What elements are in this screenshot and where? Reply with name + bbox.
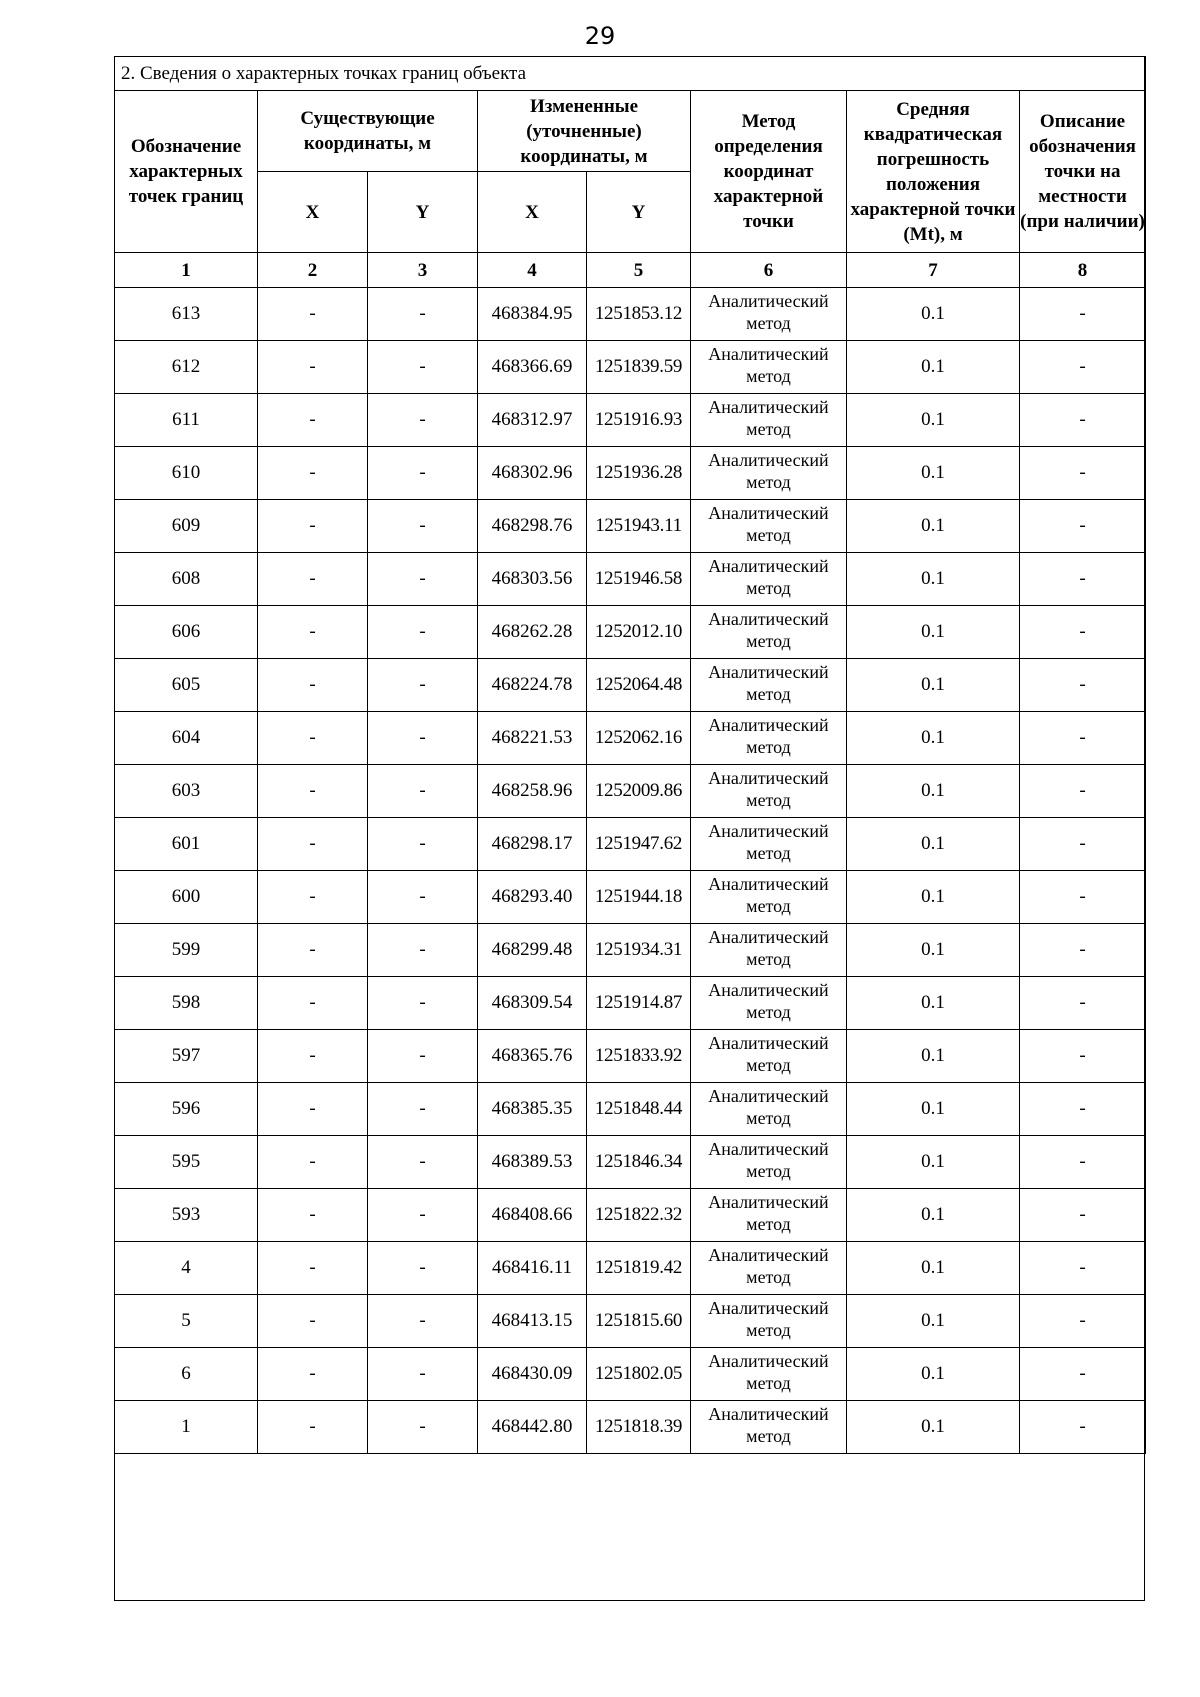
existing-x-cell: - [258,659,368,712]
existing-x-cell: - [258,1348,368,1401]
point-designation-cell: 596 [115,1083,258,1136]
existing-y-cell: - [368,659,478,712]
point-designation-cell: 610 [115,447,258,500]
existing-y-cell: - [368,765,478,818]
existing-y-cell: - [368,341,478,394]
error-cell: 0.1 [847,659,1020,712]
description-cell: - [1020,977,1146,1030]
error-cell: 0.1 [847,1401,1020,1454]
existing-x-cell: - [258,553,368,606]
changed-y-cell: 1251914.87 [587,977,691,1030]
description-cell: - [1020,1030,1146,1083]
section-title: 2. Сведения о характерных точках границ объекта [115,57,1146,91]
changed-y-cell: 1251944.18 [587,871,691,924]
error-cell: 0.1 [847,924,1020,977]
table-row [115,977,1146,1030]
error-cell: 0.1 [847,765,1020,818]
existing-y-cell: - [368,1401,478,1454]
coordinates-table [114,56,1146,1454]
header-changed-coordinates: Измененные (уточненные) координаты, м [478,91,691,172]
changed-x-cell: 468430.09 [478,1348,587,1401]
method-cell: Аналитический метод [691,977,847,1030]
existing-x-cell: - [258,1295,368,1348]
description-cell: - [1020,712,1146,765]
existing-y-cell: - [368,394,478,447]
existing-y-cell: - [368,871,478,924]
changed-x-cell: 468262.28 [478,606,587,659]
table-row [115,606,1146,659]
point-designation-cell: 611 [115,394,258,447]
existing-x-cell: - [258,1030,368,1083]
table-row [115,712,1146,765]
point-designation-cell: 597 [115,1030,258,1083]
column-number: 1 [115,253,258,288]
changed-y-cell: 1251839.59 [587,341,691,394]
changed-x-cell: 468302.96 [478,447,587,500]
method-cell: Аналитический метод [691,1030,847,1083]
changed-y-cell: 1251802.05 [587,1348,691,1401]
description-cell: - [1020,553,1146,606]
existing-x-cell: - [258,394,368,447]
existing-x-cell: - [258,500,368,553]
error-cell: 0.1 [847,288,1020,341]
method-cell: Аналитический метод [691,394,847,447]
method-cell: Аналитический метод [691,818,847,871]
method-cell: Аналитический метод [691,500,847,553]
existing-y-cell: - [368,1083,478,1136]
description-cell: - [1020,1348,1146,1401]
changed-y-cell: 1252012.10 [587,606,691,659]
error-cell: 0.1 [847,1242,1020,1295]
column-number: 6 [691,253,847,288]
column-number: 8 [1020,253,1146,288]
existing-x-cell: - [258,818,368,871]
existing-y-cell: - [368,606,478,659]
point-designation-cell: 6 [115,1348,258,1401]
point-designation-cell: 599 [115,924,258,977]
error-cell: 0.1 [847,977,1020,1030]
description-cell: - [1020,1136,1146,1189]
column-number: 7 [847,253,1020,288]
table-row [115,341,1146,394]
changed-x-cell: 468384.95 [478,288,587,341]
error-cell: 0.1 [847,1030,1020,1083]
header-changed-x: X [478,172,587,253]
table-row [115,1348,1146,1401]
description-cell: - [1020,659,1146,712]
changed-x-cell: 468389.53 [478,1136,587,1189]
description-cell: - [1020,1242,1146,1295]
changed-y-cell: 1251916.93 [587,394,691,447]
existing-y-cell: - [368,1136,478,1189]
point-designation-cell: 608 [115,553,258,606]
description-cell: - [1020,924,1146,977]
error-cell: 0.1 [847,500,1020,553]
changed-x-cell: 468442.80 [478,1401,587,1454]
header-error: Средняя квадратическая погрешность положения характерной точки (Mt), м [847,91,1020,253]
existing-y-cell: - [368,500,478,553]
changed-x-cell: 468303.56 [478,553,587,606]
point-designation-cell: 600 [115,871,258,924]
description-cell: - [1020,447,1146,500]
header-description: Описание обозначения точки на местности (при наличии) [1020,91,1146,253]
point-designation-cell: 4 [115,1242,258,1295]
error-cell: 0.1 [847,871,1020,924]
header-point-designation: Обозначение характерных точек границ [115,91,258,253]
column-number: 3 [368,253,478,288]
changed-x-cell: 468365.76 [478,1030,587,1083]
method-cell: Аналитический метод [691,553,847,606]
existing-y-cell: - [368,553,478,606]
header-changed-y: Y [587,172,691,253]
description-cell: - [1020,394,1146,447]
changed-y-cell: 1252009.86 [587,765,691,818]
table-row [115,553,1146,606]
changed-y-cell: 1251819.42 [587,1242,691,1295]
changed-x-cell: 468413.15 [478,1295,587,1348]
point-designation-cell: 598 [115,977,258,1030]
table-row [115,1136,1146,1189]
changed-y-cell: 1251846.34 [587,1136,691,1189]
existing-y-cell: - [368,1030,478,1083]
method-cell: Аналитический метод [691,659,847,712]
method-cell: Аналитический метод [691,1295,847,1348]
table-row [115,924,1146,977]
existing-x-cell: - [258,341,368,394]
changed-y-cell: 1251947.62 [587,818,691,871]
error-cell: 0.1 [847,1295,1020,1348]
table-row [115,1189,1146,1242]
description-cell: - [1020,288,1146,341]
header-existing-coordinates: Существующие координаты, м [258,91,478,172]
error-cell: 0.1 [847,606,1020,659]
existing-x-cell: - [258,924,368,977]
method-cell: Аналитический метод [691,924,847,977]
header-existing-y: Y [368,172,478,253]
changed-x-cell: 468258.96 [478,765,587,818]
changed-x-cell: 468224.78 [478,659,587,712]
existing-x-cell: - [258,1083,368,1136]
changed-y-cell: 1251853.12 [587,288,691,341]
point-designation-cell: 593 [115,1189,258,1242]
existing-y-cell: - [368,1348,478,1401]
existing-x-cell: - [258,871,368,924]
point-designation-cell: 1 [115,1401,258,1454]
existing-y-cell: - [368,712,478,765]
point-designation-cell: 605 [115,659,258,712]
point-designation-cell: 604 [115,712,258,765]
method-cell: Аналитический метод [691,1083,847,1136]
changed-y-cell: 1251943.11 [587,500,691,553]
point-designation-cell: 613 [115,288,258,341]
description-cell: - [1020,1401,1146,1454]
method-cell: Аналитический метод [691,1189,847,1242]
changed-x-cell: 468416.11 [478,1242,587,1295]
table-row [115,1295,1146,1348]
changed-x-cell: 468366.69 [478,341,587,394]
error-cell: 0.1 [847,818,1020,871]
changed-y-cell: 1251822.32 [587,1189,691,1242]
changed-x-cell: 468408.66 [478,1189,587,1242]
method-cell: Аналитический метод [691,1401,847,1454]
error-cell: 0.1 [847,447,1020,500]
error-cell: 0.1 [847,1189,1020,1242]
existing-x-cell: - [258,1401,368,1454]
existing-x-cell: - [258,606,368,659]
table-row [115,500,1146,553]
table-row [115,1401,1146,1454]
changed-x-cell: 468299.48 [478,924,587,977]
method-cell: Аналитический метод [691,871,847,924]
existing-x-cell: - [258,447,368,500]
description-cell: - [1020,500,1146,553]
error-cell: 0.1 [847,712,1020,765]
existing-y-cell: - [368,1189,478,1242]
description-cell: - [1020,1295,1146,1348]
column-number: 2 [258,253,368,288]
changed-y-cell: 1252062.16 [587,712,691,765]
point-designation-cell: 603 [115,765,258,818]
table-row [115,818,1146,871]
method-cell: Аналитический метод [691,288,847,341]
existing-y-cell: - [368,1242,478,1295]
changed-x-cell: 468221.53 [478,712,587,765]
error-cell: 0.1 [847,553,1020,606]
existing-y-cell: - [368,818,478,871]
header-existing-x: X [258,172,368,253]
table-row [115,394,1146,447]
point-designation-cell: 609 [115,500,258,553]
point-designation-cell: 612 [115,341,258,394]
existing-x-cell: - [258,288,368,341]
method-cell: Аналитический метод [691,606,847,659]
changed-x-cell: 468309.54 [478,977,587,1030]
description-cell: - [1020,341,1146,394]
changed-y-cell: 1251815.60 [587,1295,691,1348]
table-row [115,765,1146,818]
description-cell: - [1020,871,1146,924]
column-number: 4 [478,253,587,288]
error-cell: 0.1 [847,1348,1020,1401]
table-row [115,871,1146,924]
existing-x-cell: - [258,1242,368,1295]
method-cell: Аналитический метод [691,712,847,765]
method-cell: Аналитический метод [691,765,847,818]
existing-x-cell: - [258,765,368,818]
changed-y-cell: 1252064.48 [587,659,691,712]
changed-y-cell: 1251946.58 [587,553,691,606]
existing-y-cell: - [368,977,478,1030]
existing-y-cell: - [368,288,478,341]
existing-x-cell: - [258,1136,368,1189]
point-designation-cell: 606 [115,606,258,659]
point-designation-cell: 601 [115,818,258,871]
point-designation-cell: 5 [115,1295,258,1348]
description-cell: - [1020,765,1146,818]
changed-y-cell: 1251934.31 [587,924,691,977]
error-cell: 0.1 [847,341,1020,394]
table-row [115,288,1146,341]
changed-x-cell: 468293.40 [478,871,587,924]
error-cell: 0.1 [847,394,1020,447]
table-row [115,447,1146,500]
changed-y-cell: 1251833.92 [587,1030,691,1083]
description-cell: - [1020,1083,1146,1136]
existing-x-cell: - [258,1189,368,1242]
existing-x-cell: - [258,712,368,765]
changed-x-cell: 468298.17 [478,818,587,871]
method-cell: Аналитический метод [691,1136,847,1189]
method-cell: Аналитический метод [691,341,847,394]
description-cell: - [1020,1189,1146,1242]
method-cell: Аналитический метод [691,447,847,500]
table-row [115,659,1146,712]
method-cell: Аналитический метод [691,1242,847,1295]
point-designation-cell: 595 [115,1136,258,1189]
changed-x-cell: 468298.76 [478,500,587,553]
method-cell: Аналитический метод [691,1348,847,1401]
existing-y-cell: - [368,1295,478,1348]
existing-y-cell: - [368,924,478,977]
header-method: Метод определения координат характерной точки [691,91,847,253]
column-number: 5 [587,253,691,288]
page-number: 29 [584,22,616,50]
error-cell: 0.1 [847,1083,1020,1136]
changed-x-cell: 468312.97 [478,394,587,447]
description-cell: - [1020,818,1146,871]
changed-y-cell: 1251818.39 [587,1401,691,1454]
table-row [115,1242,1146,1295]
existing-x-cell: - [258,977,368,1030]
changed-x-cell: 468385.35 [478,1083,587,1136]
changed-y-cell: 1251936.28 [587,447,691,500]
table-row [115,1030,1146,1083]
description-cell: - [1020,606,1146,659]
error-cell: 0.1 [847,1136,1020,1189]
existing-y-cell: - [368,447,478,500]
changed-y-cell: 1251848.44 [587,1083,691,1136]
table-row [115,1083,1146,1136]
